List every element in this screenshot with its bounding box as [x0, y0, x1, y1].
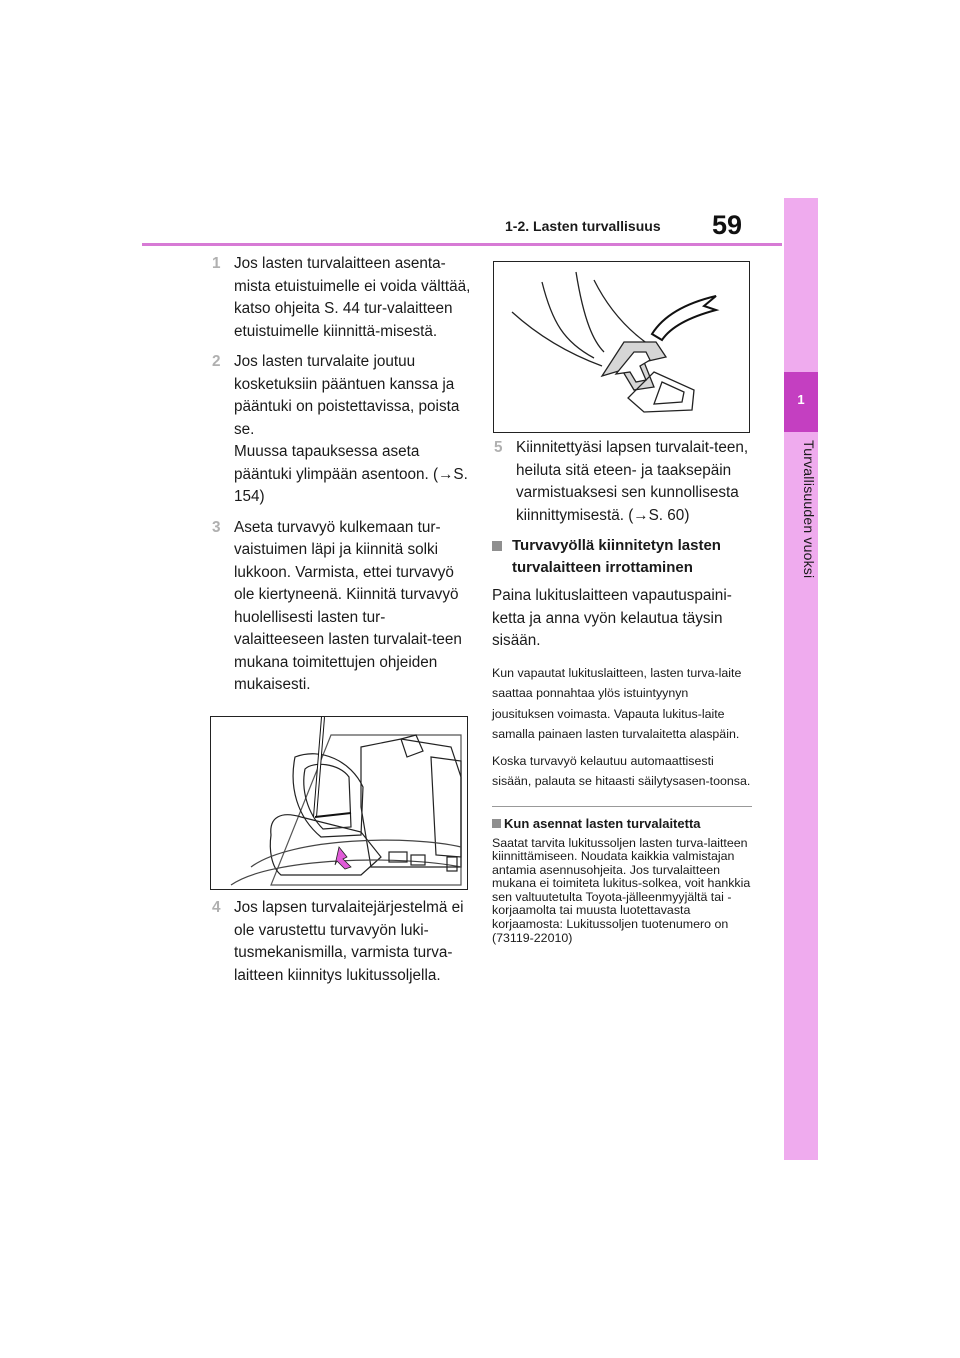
step-number: 5: [494, 439, 503, 456]
step-2: [210, 351, 472, 509]
child-seat-illustration: [210, 716, 468, 890]
chapter-title: Turvallisuuden vuoksi: [801, 440, 817, 579]
note-heading-text: Kun asennat lasten turvalaitetta: [504, 815, 701, 831]
square-bullet-icon: [492, 541, 502, 551]
note-divider: [492, 806, 752, 807]
body-text: Paina lukituslaitteen vapautuspaini-ketta ja anna vyön kelautua täysin sisään.: [492, 587, 732, 649]
step-text: Jos lasten turvalaite joutuu kosketuksiin pääntuen kanssa ja pääntuki on poistettavissa, poista se.: [234, 353, 460, 438]
child-seat-illustration-svg: [211, 717, 467, 889]
step-number: 1: [212, 255, 221, 272]
locking-clip-illustration-svg: [494, 262, 749, 432]
page-number: 59: [712, 210, 743, 240]
step-number: 3: [212, 518, 221, 536]
arrow-icon: [652, 296, 716, 340]
right-column: [492, 437, 752, 945]
chapter-side-tab: [784, 198, 818, 1160]
step-1: [210, 253, 472, 343]
left-column: [210, 253, 472, 705]
note-heading: [492, 815, 752, 833]
info-text-2: Koska turvavyö kelautuu automaattisesti sisään, palauta se hitaasti säilytysasen-toonsa.: [492, 753, 751, 788]
step-text: Kiinnitettyäsi lapsen turvalait-teen, heiluta sitä eteen- ja taaksepäin varmistuaksesi sen kunnollisesta kiinnittymisestä. (→S. 60): [516, 439, 749, 524]
step-4: [210, 897, 472, 987]
step-text: Jos lapsen turvalaitejärjestelmä ei ole varustettu turvavyön luki-tusmekanismilla, varmista turva-laitteen kiinnitys lukitussoljella.: [234, 899, 464, 984]
header-rule: [142, 243, 782, 246]
step-number: 2: [212, 353, 221, 370]
step-5: [492, 437, 752, 527]
chapter-number: 1: [797, 392, 805, 407]
step-text-continued: Muussa tapauksessa aseta pääntuki ylimpään asentoon. (→S. 154): [234, 443, 468, 505]
step-number: 4: [212, 899, 221, 916]
step-text: Jos lasten turvalaitteen asenta-mista etuistuimelle ei voida välttää, katso ohjeita S. 44 tur-valaitteen etuistuimelle kiinnittä-misestä.: [234, 255, 471, 340]
section-title: 1-2. Lasten turvallisuus: [505, 218, 661, 234]
section-heading: [492, 535, 752, 579]
section-heading-text: Turvavyöllä kiinnitetyn lasten turvalaitteen irrottaminen: [512, 537, 721, 576]
square-bullet-icon: [492, 819, 501, 828]
arrow-icon: [335, 847, 351, 869]
note-text: Saatat tarvita lukitussoljen lasten turva-laitteen kiinnittämiseen. Noudata kaikkia valmistajan antamia asennusohjeita. Jos turvalaitteen mukana ei toimiteta lukitus-solkea, voit hankkia sen valtuutetulta Toyota-jälleenmyyjältä tai -korjaamolta tai muusta luotettavasta korjaamosta: Lukitussoljen tuotenumero on (73119-22010): [492, 835, 751, 945]
step-3: [210, 517, 472, 697]
step-text: Aseta turvavyö kulkemaan tur-vaistuimen läpi ja kiinnitä solki lukkoon. Varmista, ettei turvavyö ole kiertyneenä. Kiinnitä turvavyö huolellisesti lasten tur-valaitteeseen lasten turvalait-teen mukana toimitettujen ohjeiden mukaisesti.: [234, 518, 462, 693]
info-text-1: Kun vapautat lukituslaitteen, lasten turva-laite saattaa ponnahtaa ylös istuintyynyn jousituksen voimasta. Vapauta lukitus-laite samalla painaen lasten turvalaitetta alaspäin.: [492, 665, 742, 741]
locking-clip-illustration: [493, 261, 750, 433]
left-column-bottom: [210, 897, 472, 995]
